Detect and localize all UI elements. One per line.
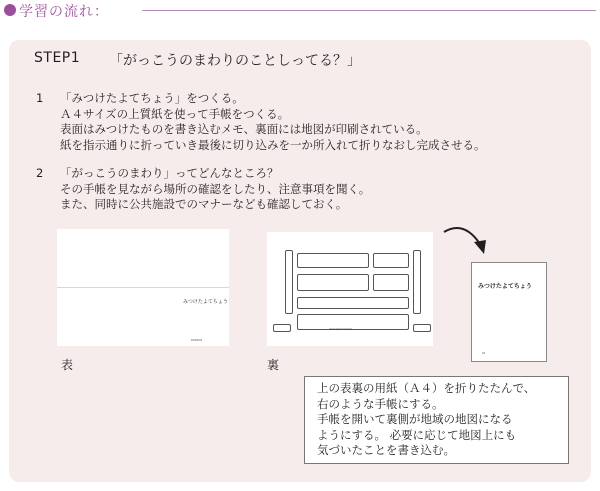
sheet-front-image: [57, 229, 229, 346]
section-header: [0, 0, 600, 22]
booklet-mark: ▭: [482, 351, 486, 355]
map-road: [285, 250, 293, 314]
map-block: [297, 314, 409, 330]
item-line: 「みつけたよてちょう」をつくる。: [60, 91, 244, 105]
map-road: [413, 250, 421, 314]
item-line: 紙を指示通りに折っていき最後に切り込みを一か所入れて折りなおし完成させる。: [60, 137, 486, 152]
section-title: 学習の流れ：: [19, 4, 109, 20]
note-line: ようにする。 必要に応じて地図上にも: [317, 427, 517, 442]
front-caption: 表: [61, 358, 74, 372]
fold-line: [57, 287, 229, 288]
item-number: 2: [36, 166, 44, 180]
header-rule: [142, 10, 596, 11]
step-title: 「がっこうのまわりのことしってる？」: [109, 53, 361, 69]
item-line: Ａ４サイズの上質紙を使って手帳をつくる。: [60, 106, 290, 121]
item-number: 1: [36, 91, 44, 105]
map-block: [297, 297, 409, 309]
map-block: [373, 253, 409, 268]
step-label: STEP1: [34, 50, 81, 66]
map-label: ▭▭▭▭▭▭▭: [329, 327, 353, 331]
sheet-front-title: みつけたよてちょう: [183, 299, 228, 305]
note-box: [304, 376, 569, 464]
note-line: 右のような手帳にする。: [317, 396, 444, 411]
item-line: 表面はみつけたものを書き込むメモ、裏面には地図が印刷されている。: [60, 122, 428, 136]
map-road: [273, 324, 291, 332]
booklet-title: みつけたよてちょう: [478, 283, 532, 290]
map-block: [297, 253, 369, 268]
curved-arrow-icon: [440, 222, 490, 258]
item-line: その手帳を見ながら場所の確認をしたり、注意事項を聞く。: [60, 181, 371, 196]
note-line: 気づいたことを書き込む。: [317, 443, 455, 457]
bullet-dot-icon: [4, 4, 16, 16]
item-line: また、同時に公共施設でのマナーなども確認しておく。: [60, 197, 348, 211]
note-line: 手帳を開いて裏側が地域の地図になる: [317, 412, 513, 426]
folded-booklet-image: [471, 262, 547, 362]
name-mark: ▭▭▭: [191, 337, 203, 342]
note-line: 上の表裏の用紙（Ａ４）を折りたたんで、: [317, 381, 536, 395]
map-road: [413, 324, 431, 332]
sheet-back-map-image: [267, 232, 433, 346]
map-block: [297, 274, 369, 291]
item-line: 「がっこうのまわり」ってどんなところ？: [60, 166, 279, 180]
map-block: [373, 274, 409, 291]
back-caption: 裏: [267, 358, 280, 372]
